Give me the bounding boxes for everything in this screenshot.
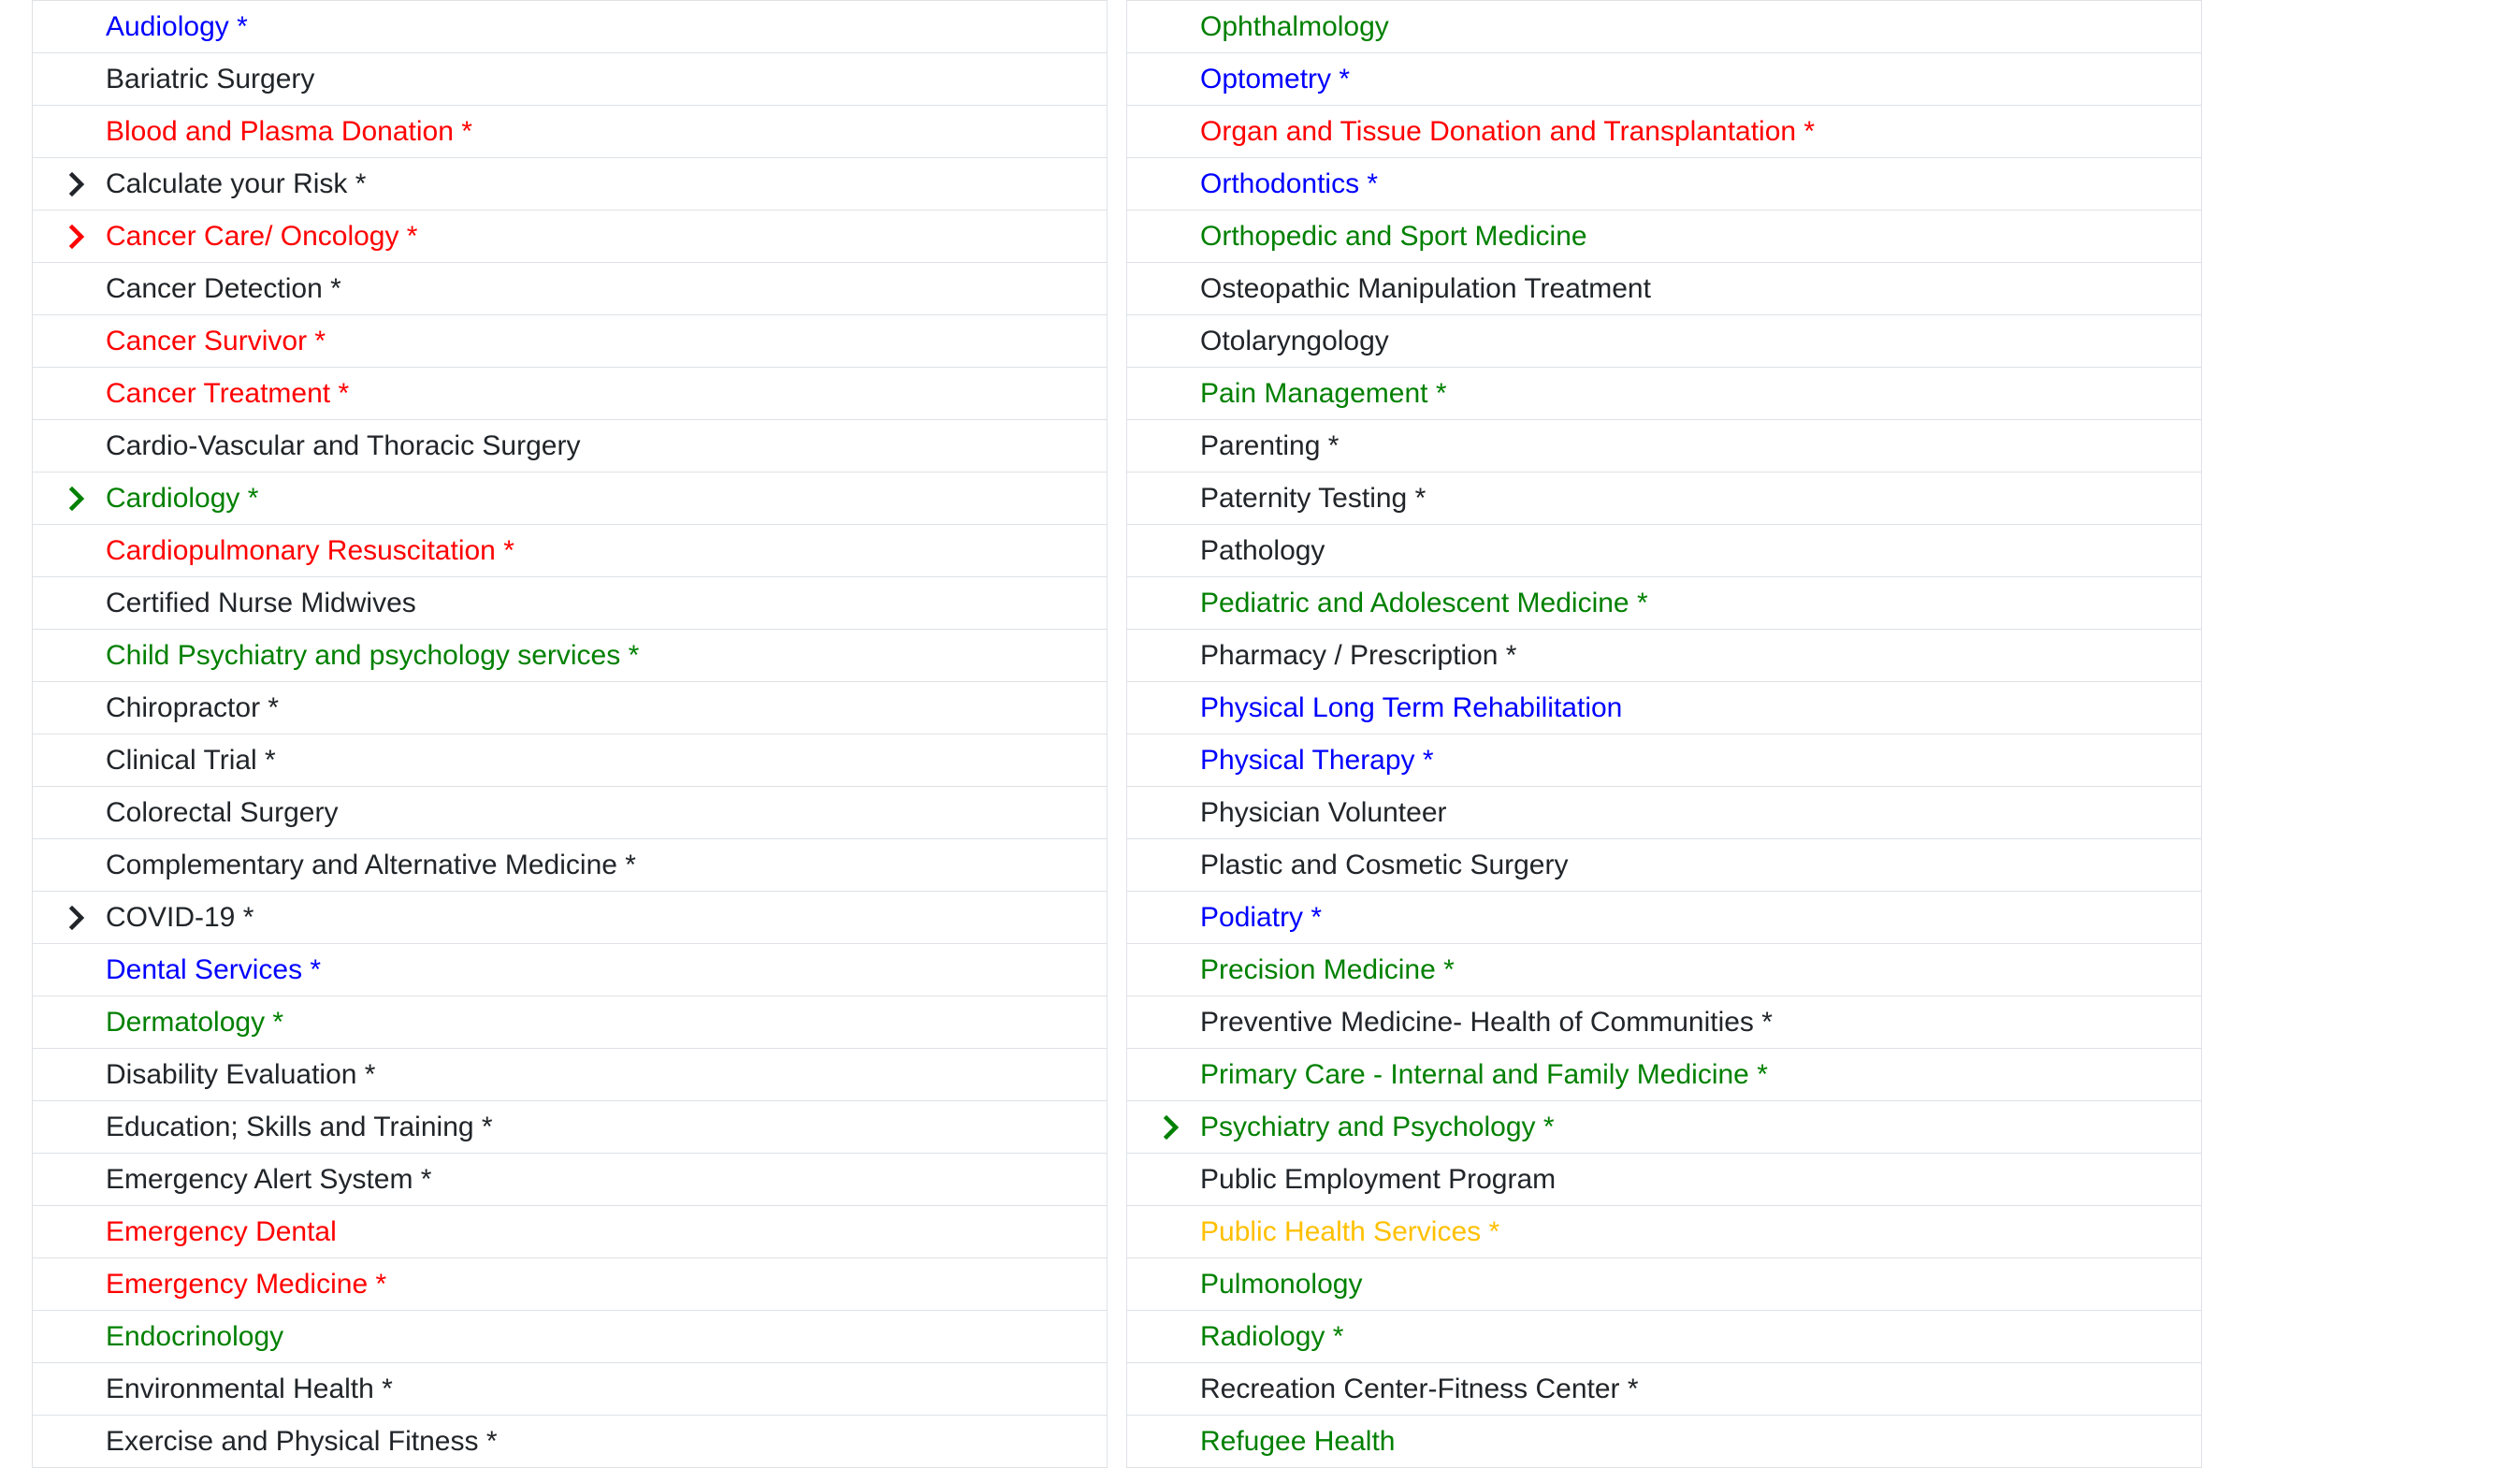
list-item-colorectal-surgery[interactable] (33, 787, 1107, 839)
list-item-label[interactable]: Pharmacy / Prescription * (1200, 640, 1517, 671)
list-item-optometry[interactable] (1127, 53, 2201, 106)
list-item-cancer-care-oncology[interactable] (33, 211, 1107, 263)
list-item-primary-care-internal-and-family-medicine[interactable] (1127, 1049, 2201, 1101)
list-item-disability-evaluation[interactable] (33, 1049, 1107, 1101)
list-item-preventive-medicine-health-of-communities[interactable] (1127, 996, 2201, 1049)
list-item-label[interactable]: Blood and Plasma Donation * (106, 116, 472, 147)
list-item-pediatric-and-adolescent-medicine[interactable] (1127, 577, 2201, 630)
list-item-child-psychiatry-and-psychology-services[interactable] (33, 630, 1107, 682)
list-item-label[interactable]: Dental Services * (106, 954, 322, 985)
list-item-dental-services[interactable] (33, 944, 1107, 996)
list-item-pathology[interactable] (1127, 525, 2201, 577)
list-item-pulmonology[interactable] (1127, 1258, 2201, 1311)
list-item-label[interactable]: Public Health Services * (1200, 1216, 1500, 1247)
list-item-label[interactable]: Osteopathic Manipulation Treatment (1200, 273, 1651, 304)
list-item-clinical-trial[interactable] (33, 734, 1107, 787)
list-item-label[interactable]: Cancer Detection * (106, 273, 341, 304)
list-item-radiology[interactable] (1127, 1311, 2201, 1363)
list-item-covid-19[interactable] (33, 892, 1107, 944)
chevron-right-icon[interactable] (65, 906, 89, 930)
list-item-physical-therapy[interactable] (1127, 734, 2201, 787)
list-item-label[interactable]: Physician Volunteer (1200, 797, 1447, 828)
list-item-label[interactable]: Parenting * (1200, 430, 1340, 461)
list-item-label[interactable]: Dermatology * (106, 1007, 284, 1038)
list-item-label[interactable]: Education; Skills and Training * (106, 1112, 493, 1142)
list-item-label[interactable]: Certified Nurse Midwives (106, 588, 416, 618)
list-item-label[interactable]: Audiology * (106, 11, 248, 42)
list-item-label[interactable]: Physical Long Term Rehabilitation (1200, 692, 1623, 723)
list-item-label[interactable]: COVID-19 * (106, 902, 254, 933)
list-item-label[interactable]: Clinical Trial * (106, 745, 276, 776)
list-item-paternity-testing[interactable] (1127, 472, 2201, 525)
list-item-cardio-vascular-and-thoracic-surgery[interactable] (33, 420, 1107, 472)
list-item-precision-medicine[interactable] (1127, 944, 2201, 996)
list-item-label[interactable]: Refugee Health (1200, 1426, 1396, 1457)
list-item-label[interactable]: Pain Management * (1200, 378, 1447, 409)
list-item-label[interactable]: Cancer Treatment * (106, 378, 350, 409)
list-item-label[interactable]: Recreation Center-Fitness Center * (1200, 1374, 1639, 1404)
list-item-label[interactable]: Disability Evaluation * (106, 1059, 376, 1090)
list-item-emergency-medicine[interactable] (33, 1258, 1107, 1311)
list-item-bariatric-surgery[interactable] (33, 53, 1107, 106)
list-item-cancer-detection[interactable] (33, 263, 1107, 315)
list-item-label[interactable]: Cardiology * (106, 483, 259, 514)
list-item-label[interactable]: Physical Therapy * (1200, 745, 1434, 776)
list-item-environmental-health[interactable] (33, 1363, 1107, 1416)
right-service-list (1126, 0, 2202, 1468)
list-item-emergency-alert-system[interactable] (33, 1154, 1107, 1206)
list-item-label[interactable]: Precision Medicine * (1200, 954, 1455, 985)
left-service-list (32, 0, 1108, 1468)
list-item-label[interactable]: Calculate your Risk * (106, 168, 367, 199)
list-item-parenting[interactable] (1127, 420, 2201, 472)
list-item-cardiology[interactable] (33, 472, 1107, 525)
list-item-dermatology[interactable] (33, 996, 1107, 1049)
list-item-label[interactable]: Orthodontics * (1200, 168, 1379, 199)
list-item-calculate-your-risk[interactable] (33, 158, 1107, 211)
list-item-exercise-and-physical-fitness[interactable] (33, 1416, 1107, 1468)
list-item-label[interactable]: Complementary and Alternative Medicine * (106, 850, 636, 880)
list-item-label[interactable]: Radiology * (1200, 1321, 1344, 1352)
list-item-endocrinology[interactable] (33, 1311, 1107, 1363)
list-item-cancer-treatment[interactable] (33, 368, 1107, 420)
list-item-label[interactable]: Podiatry * (1200, 902, 1323, 933)
list-item-label[interactable]: Bariatric Surgery (106, 64, 315, 94)
list-item-label[interactable]: Preventive Medicine- Health of Communities * (1200, 1007, 1773, 1038)
list-item-orthopedic-and-sport-medicine[interactable] (1127, 211, 2201, 263)
list-item-label[interactable]: Pulmonology (1200, 1269, 1363, 1300)
list-item-label[interactable]: Environmental Health * (106, 1374, 393, 1404)
list-item-organ-and-tissue-donation-and-transplantation[interactable] (1127, 106, 2201, 158)
list-item-otolaryngology[interactable] (1127, 315, 2201, 368)
list-item-cardiopulmonary-resuscitation[interactable] (33, 525, 1107, 577)
chevron-right-icon[interactable] (65, 172, 89, 196)
list-item-podiatry[interactable] (1127, 892, 2201, 944)
list-item-recreation-center-fitness-center[interactable] (1127, 1363, 2201, 1416)
list-item-orthodontics[interactable] (1127, 158, 2201, 211)
list-item-pain-management[interactable] (1127, 368, 2201, 420)
list-item-label[interactable]: Pathology (1200, 535, 1325, 566)
list-item-pharmacy-prescription[interactable] (1127, 630, 2201, 682)
list-item-label[interactable]: Endocrinology (106, 1321, 284, 1352)
list-item-chiropractor[interactable] (33, 682, 1107, 734)
list-item-label[interactable]: Primary Care - Internal and Family Medicine * (1200, 1059, 1768, 1090)
list-item-label[interactable]: Cardiopulmonary Resuscitation * (106, 535, 514, 566)
list-item-complementary-and-alternative-medicine[interactable] (33, 839, 1107, 892)
list-item-ophthalmology[interactable] (1127, 1, 2201, 53)
list-item-cancer-survivor[interactable] (33, 315, 1107, 368)
list-item-label[interactable]: Cancer Care/ Oncology * (106, 221, 418, 252)
list-item-public-health-services[interactable] (1127, 1206, 2201, 1258)
list-item-label[interactable]: Cancer Survivor * (106, 326, 326, 356)
list-item-osteopathic-manipulation-treatment[interactable] (1127, 263, 2201, 315)
list-item-label[interactable]: Chiropractor * (106, 692, 280, 723)
list-item-education-skills-and-training[interactable] (33, 1101, 1107, 1154)
list-item-label[interactable]: Emergency Medicine * (106, 1269, 387, 1300)
list-item-label[interactable]: Psychiatry and Psychology * (1200, 1112, 1555, 1142)
list-item-label[interactable]: Exercise and Physical Fitness * (106, 1426, 498, 1457)
list-item-plastic-and-cosmetic-surgery[interactable] (1127, 839, 2201, 892)
list-item-refugee-health[interactable] (1127, 1416, 2201, 1468)
list-item-label[interactable]: Organ and Tissue Donation and Transplantation * (1200, 116, 1816, 147)
list-item-label[interactable]: Child Psychiatry and psychology services * (106, 640, 640, 671)
list-item-label[interactable]: Emergency Alert System * (106, 1164, 432, 1195)
list-item-emergency-dental[interactable] (33, 1206, 1107, 1258)
list-item-label[interactable]: Public Employment Program (1200, 1164, 1557, 1195)
chevron-right-icon[interactable] (65, 225, 89, 249)
list-item-label[interactable]: Ophthalmology (1200, 11, 1389, 42)
list-item-physical-long-term-rehabilitation[interactable] (1127, 682, 2201, 734)
list-item-label[interactable]: Otolaryngology (1200, 326, 1389, 356)
list-item-label[interactable]: Plastic and Cosmetic Surgery (1200, 850, 1569, 880)
list-item-audiology[interactable] (33, 1, 1107, 53)
list-item-label[interactable]: Optometry * (1200, 64, 1351, 94)
list-item-label[interactable]: Colorectal Surgery (106, 797, 339, 828)
list-item-physician-volunteer[interactable] (1127, 787, 2201, 839)
list-item-blood-and-plasma-donation[interactable] (33, 106, 1107, 158)
list-item-label[interactable]: Pediatric and Adolescent Medicine * (1200, 588, 1648, 618)
list-item-label[interactable]: Cardio-Vascular and Thoracic Surgery (106, 430, 581, 461)
list-item-public-employment-program[interactable] (1127, 1154, 2201, 1206)
list-item-label[interactable]: Paternity Testing * (1200, 483, 1427, 514)
list-item-psychiatry-and-psychology[interactable] (1127, 1101, 2201, 1154)
list-item-certified-nurse-midwives[interactable] (33, 577, 1107, 630)
list-item-label[interactable]: Orthopedic and Sport Medicine (1200, 221, 1587, 252)
chevron-right-icon[interactable] (65, 487, 89, 511)
chevron-right-icon[interactable] (1159, 1115, 1183, 1140)
list-item-label[interactable]: Emergency Dental (106, 1216, 337, 1247)
